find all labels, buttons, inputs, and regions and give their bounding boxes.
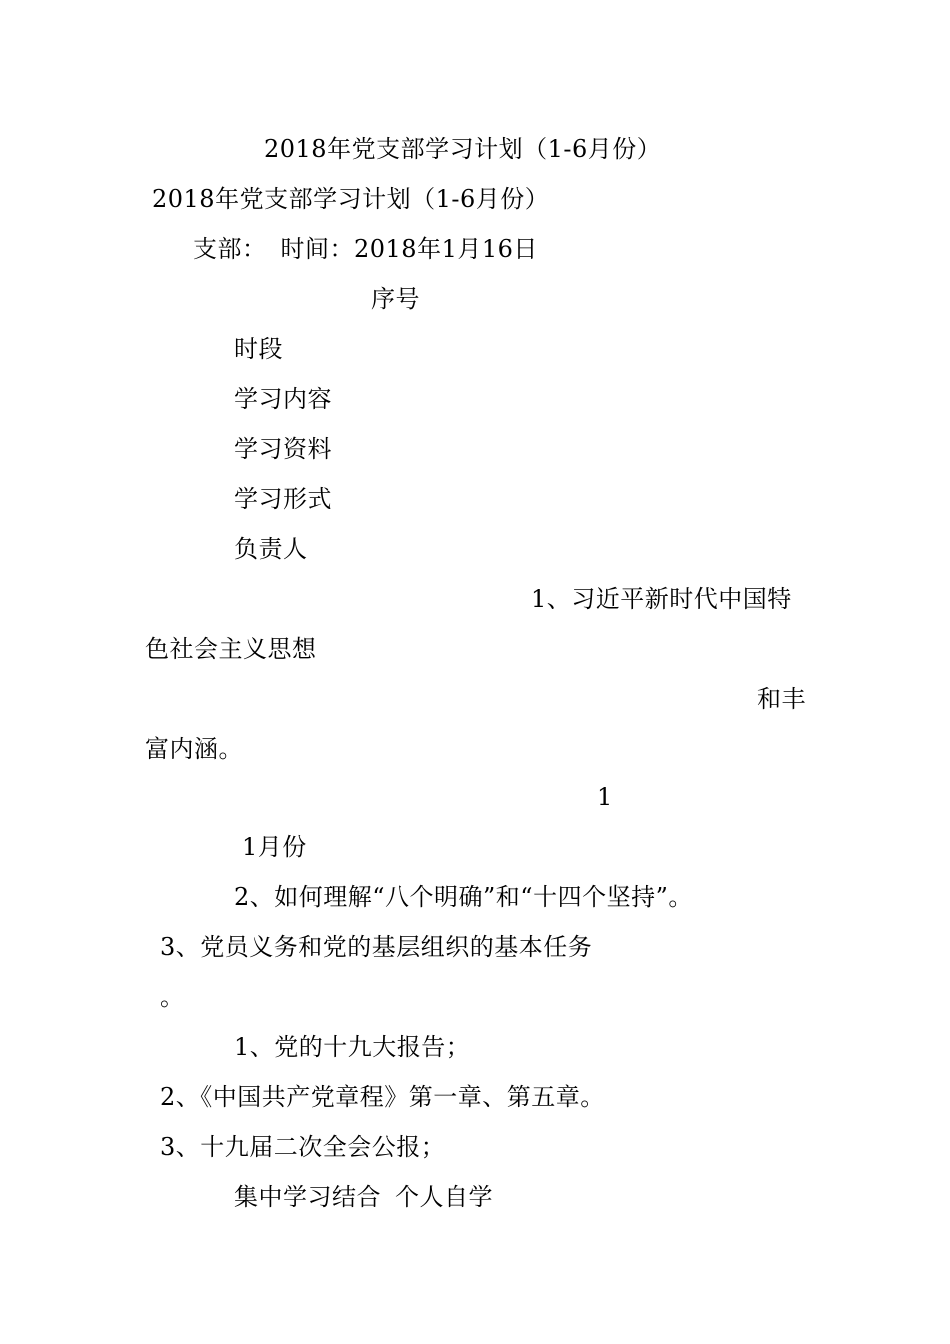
material-item3: 3、十九届二次全会公报； (160, 1133, 446, 1161)
document-title: 2018年党支部学习计划（1-6月份） (152, 185, 550, 213)
header-seq: 序号 (371, 285, 420, 313)
content-item1-part3: 和丰 (757, 685, 806, 713)
content-item1-part1: 1、习近平新时代中国特 (531, 585, 792, 613)
row-number: 1 (597, 783, 613, 811)
branch-label: 支部： (193, 235, 267, 263)
content-item2: 2、如何理解“八个明确”和“十四个坚持”。 (234, 883, 693, 911)
content-item3-end: 。 (160, 983, 185, 1011)
content-item1-part4: 富内涵。 (145, 735, 243, 763)
header-materials: 学习资料 (234, 435, 332, 463)
study-form-part1: 集中学习结合 (234, 1183, 381, 1211)
time-label: 时间：2018年1月16日 (280, 235, 538, 263)
material-item2: 2、《中国共产党章程》第一章、第五章。 (160, 1083, 605, 1111)
study-form-part2: 个人自学 (395, 1183, 493, 1211)
meta-line (193, 234, 538, 264)
header-owner: 负责人 (234, 535, 308, 563)
content-item1-part2: 色社会主义思想 (145, 635, 317, 663)
header-content: 学习内容 (234, 385, 332, 413)
content-item3: 3、党员义务和党的基层组织的基本任务 (160, 933, 593, 961)
header-period: 时段 (234, 335, 283, 363)
header-form: 学习形式 (234, 485, 332, 513)
row-month: 1月份 (242, 833, 307, 861)
study-form-line (234, 1182, 493, 1212)
material-item1: 1、党的十九大报告； (234, 1033, 471, 1061)
document-title-centered: 2018年党支部学习计划（1-6月份） (264, 135, 662, 163)
